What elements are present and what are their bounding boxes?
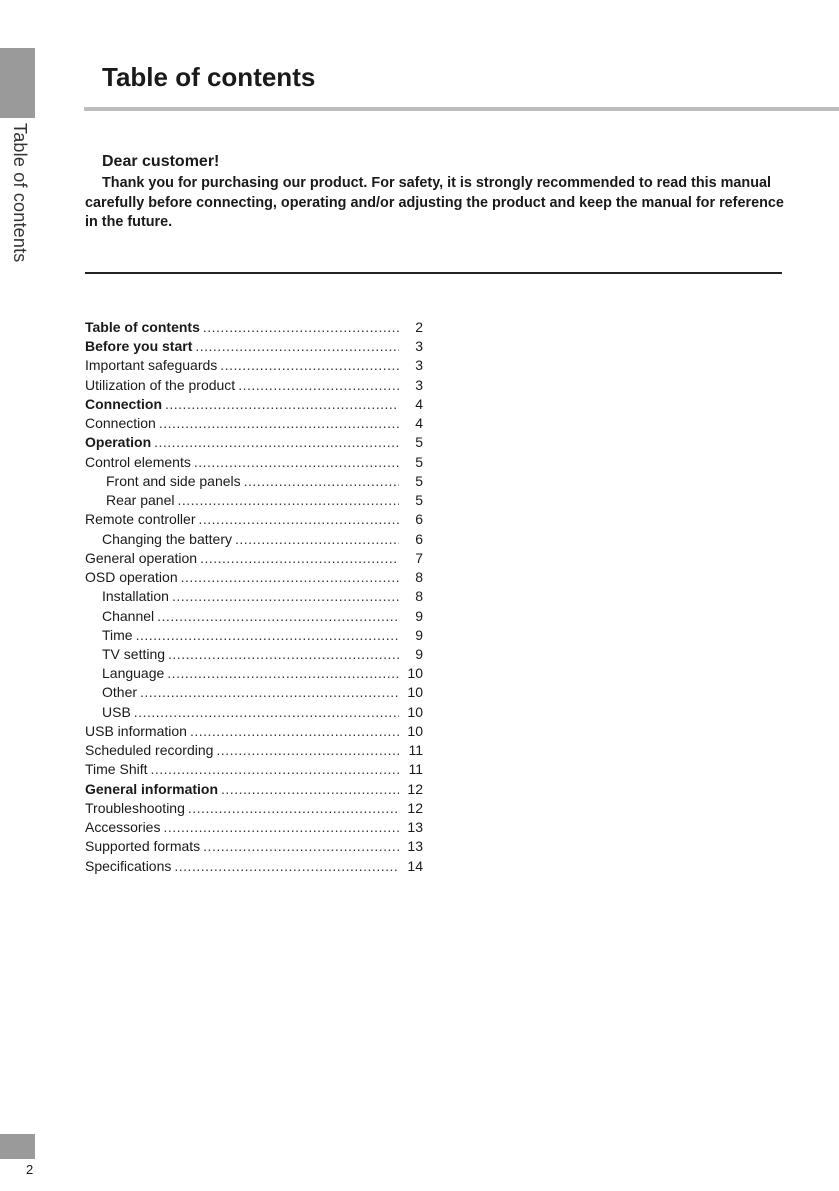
toc-entry-page: 9 [415,645,423,662]
toc-entry-label: Changing the battery [102,530,232,547]
toc-entry[interactable] [85,818,423,837]
toc-entry[interactable] [85,799,423,818]
toc-entry-label: TV setting [102,645,166,662]
toc-entry[interactable] [85,664,423,683]
toc-entry-page: 3 [415,357,423,374]
toc-entry-label: Operation [85,434,152,451]
footer-marker [0,1134,35,1159]
toc-entry[interactable] [85,703,423,722]
toc-entry-page: 5 [415,492,423,509]
toc-entry[interactable] [85,414,423,433]
toc-dot-leader [203,837,399,856]
toc-entry-label: OSD operation [85,569,178,586]
toc-entry-label: Before you start [85,338,193,355]
toc-entry-page: 6 [415,511,423,528]
toc-dot-leader [154,433,399,452]
toc-entry-label: Connection [85,395,162,412]
toc-entry-page: 3 [415,338,423,355]
toc-entry-label: USB [102,703,131,720]
toc-entry[interactable] [85,607,423,626]
toc-dot-leader [178,491,400,510]
intro-divider [85,272,782,274]
toc-entry-label: General operation [85,549,198,566]
toc-dot-leader [159,414,399,433]
toc-dot-leader [157,607,399,626]
toc-entry-label: Time Shift [85,761,148,778]
toc-dot-leader [188,799,399,818]
toc-entry[interactable] [85,741,423,760]
toc-entry-page: 10 [407,665,423,682]
toc-entry-page: 12 [407,799,423,816]
toc-entry[interactable] [85,760,423,779]
toc-entry-label: Important safeguards [85,357,218,374]
toc-entry[interactable] [85,683,423,702]
toc-dot-leader [216,741,399,760]
toc-entry-label: Control elements [85,453,191,470]
toc-entry[interactable] [85,549,423,568]
toc-entry-label: Rear panel [106,492,175,509]
toc-entry[interactable] [85,433,423,452]
toc-entry-page: 5 [415,453,423,470]
toc-entry-page: 12 [407,780,423,797]
toc-entry-label: Supported formats [85,838,201,855]
toc-entry-page: 8 [415,569,423,586]
toc-dot-leader [195,337,399,356]
toc-entry-label: Remote controller [85,511,196,528]
toc-dot-leader [151,760,400,779]
toc-entry-page: 2 [415,319,423,335]
toc-entry-page: 4 [415,395,423,412]
toc-dot-leader [203,318,399,337]
toc-entry-page: 11 [408,742,423,759]
toc-dot-leader [238,376,399,395]
toc-dot-leader [190,722,399,741]
toc-entry-page: 11 [408,761,423,778]
page-number: 2 [26,1162,34,1177]
toc-entry[interactable] [85,626,423,645]
toc-entry-label: Connection [85,415,156,432]
toc-entry-label: General information [85,780,219,797]
side-tab-marker [0,48,35,118]
toc-entry-label: Utilization of the product [85,376,236,393]
toc-dot-leader [220,356,399,375]
toc-entry[interactable] [85,356,423,375]
greeting: Dear customer! [102,153,220,170]
toc-entry-page: 5 [415,472,423,489]
toc-entry[interactable] [85,376,423,395]
toc-entry[interactable] [85,453,423,472]
page-title: Table of contents [102,62,316,92]
toc-entry-page: 9 [415,626,423,643]
toc-dot-leader [134,703,399,722]
toc-dot-leader [172,587,399,606]
toc-entry[interactable] [85,491,423,510]
toc-entry[interactable] [85,587,423,606]
toc-list [85,318,423,876]
toc-entry-page: 4 [415,415,423,432]
toc-entry-page: 13 [407,819,423,836]
toc-entry-page: 10 [407,684,423,701]
toc-entry-page: 10 [407,703,423,720]
toc-dot-leader [163,818,399,837]
toc-entry-label: Channel [102,607,155,624]
toc-dot-leader [167,664,399,683]
toc-entry[interactable] [85,510,423,529]
toc-dot-leader [244,472,399,491]
toc-entry-page: 13 [407,838,423,855]
toc-entry-page: 5 [415,434,423,451]
toc-entry-page: 10 [407,722,423,739]
toc-entry-label: Front and side panels [106,472,241,489]
toc-dot-leader [199,510,400,529]
toc-dot-leader [235,530,399,549]
toc-entry-label: Troubleshooting [85,799,185,816]
toc-entry-page: 7 [415,549,423,566]
toc-dot-leader [181,568,399,587]
toc-entry-label: Installation [102,588,169,605]
toc-dot-leader [165,395,399,414]
side-tab-label: Table of contents [10,123,30,263]
toc-dot-leader [140,683,399,702]
toc-entry-label: USB information [85,722,187,739]
toc-entry-label: Accessories [85,819,161,836]
toc-entry[interactable] [85,530,423,549]
toc-entry[interactable] [85,568,423,587]
toc-dot-leader [200,549,399,568]
toc-entry[interactable] [85,722,423,741]
toc-dot-leader [136,626,399,645]
toc-entry-label: Time [102,626,133,643]
toc-entry[interactable] [85,837,423,856]
toc-dot-leader [221,780,399,799]
toc-entry[interactable] [85,337,423,356]
toc-entry-label: Language [102,665,165,682]
toc-entry-page: 8 [415,588,423,605]
toc-entry[interactable] [85,780,423,799]
toc-dot-leader [174,857,399,876]
toc-entry-label: Scheduled recording [85,742,214,759]
toc-entry-label: Other [102,684,138,701]
toc-entry[interactable] [85,318,423,337]
intro-text: Thank you for purchasing our product. For safety, it is strongly recommended to read this manual carefully before connecting, operating and/or adjusting the product and keep the manual for reference in the future. [85,175,784,230]
toc-entry[interactable] [85,472,423,491]
toc-entry-label: Specifications [85,857,172,874]
toc-entry-label: Table of contents [85,319,200,335]
toc-entry-page: 9 [415,607,423,624]
toc-entry-page: 3 [415,376,423,393]
toc-entry[interactable] [85,645,423,664]
toc-entry-page: 14 [407,857,423,874]
toc-entry[interactable] [85,395,423,414]
title-divider [84,107,839,111]
toc-dot-leader [168,645,399,664]
toc-entry-page: 6 [415,530,423,547]
toc-dot-leader [194,453,399,472]
toc-entry[interactable] [85,857,423,876]
